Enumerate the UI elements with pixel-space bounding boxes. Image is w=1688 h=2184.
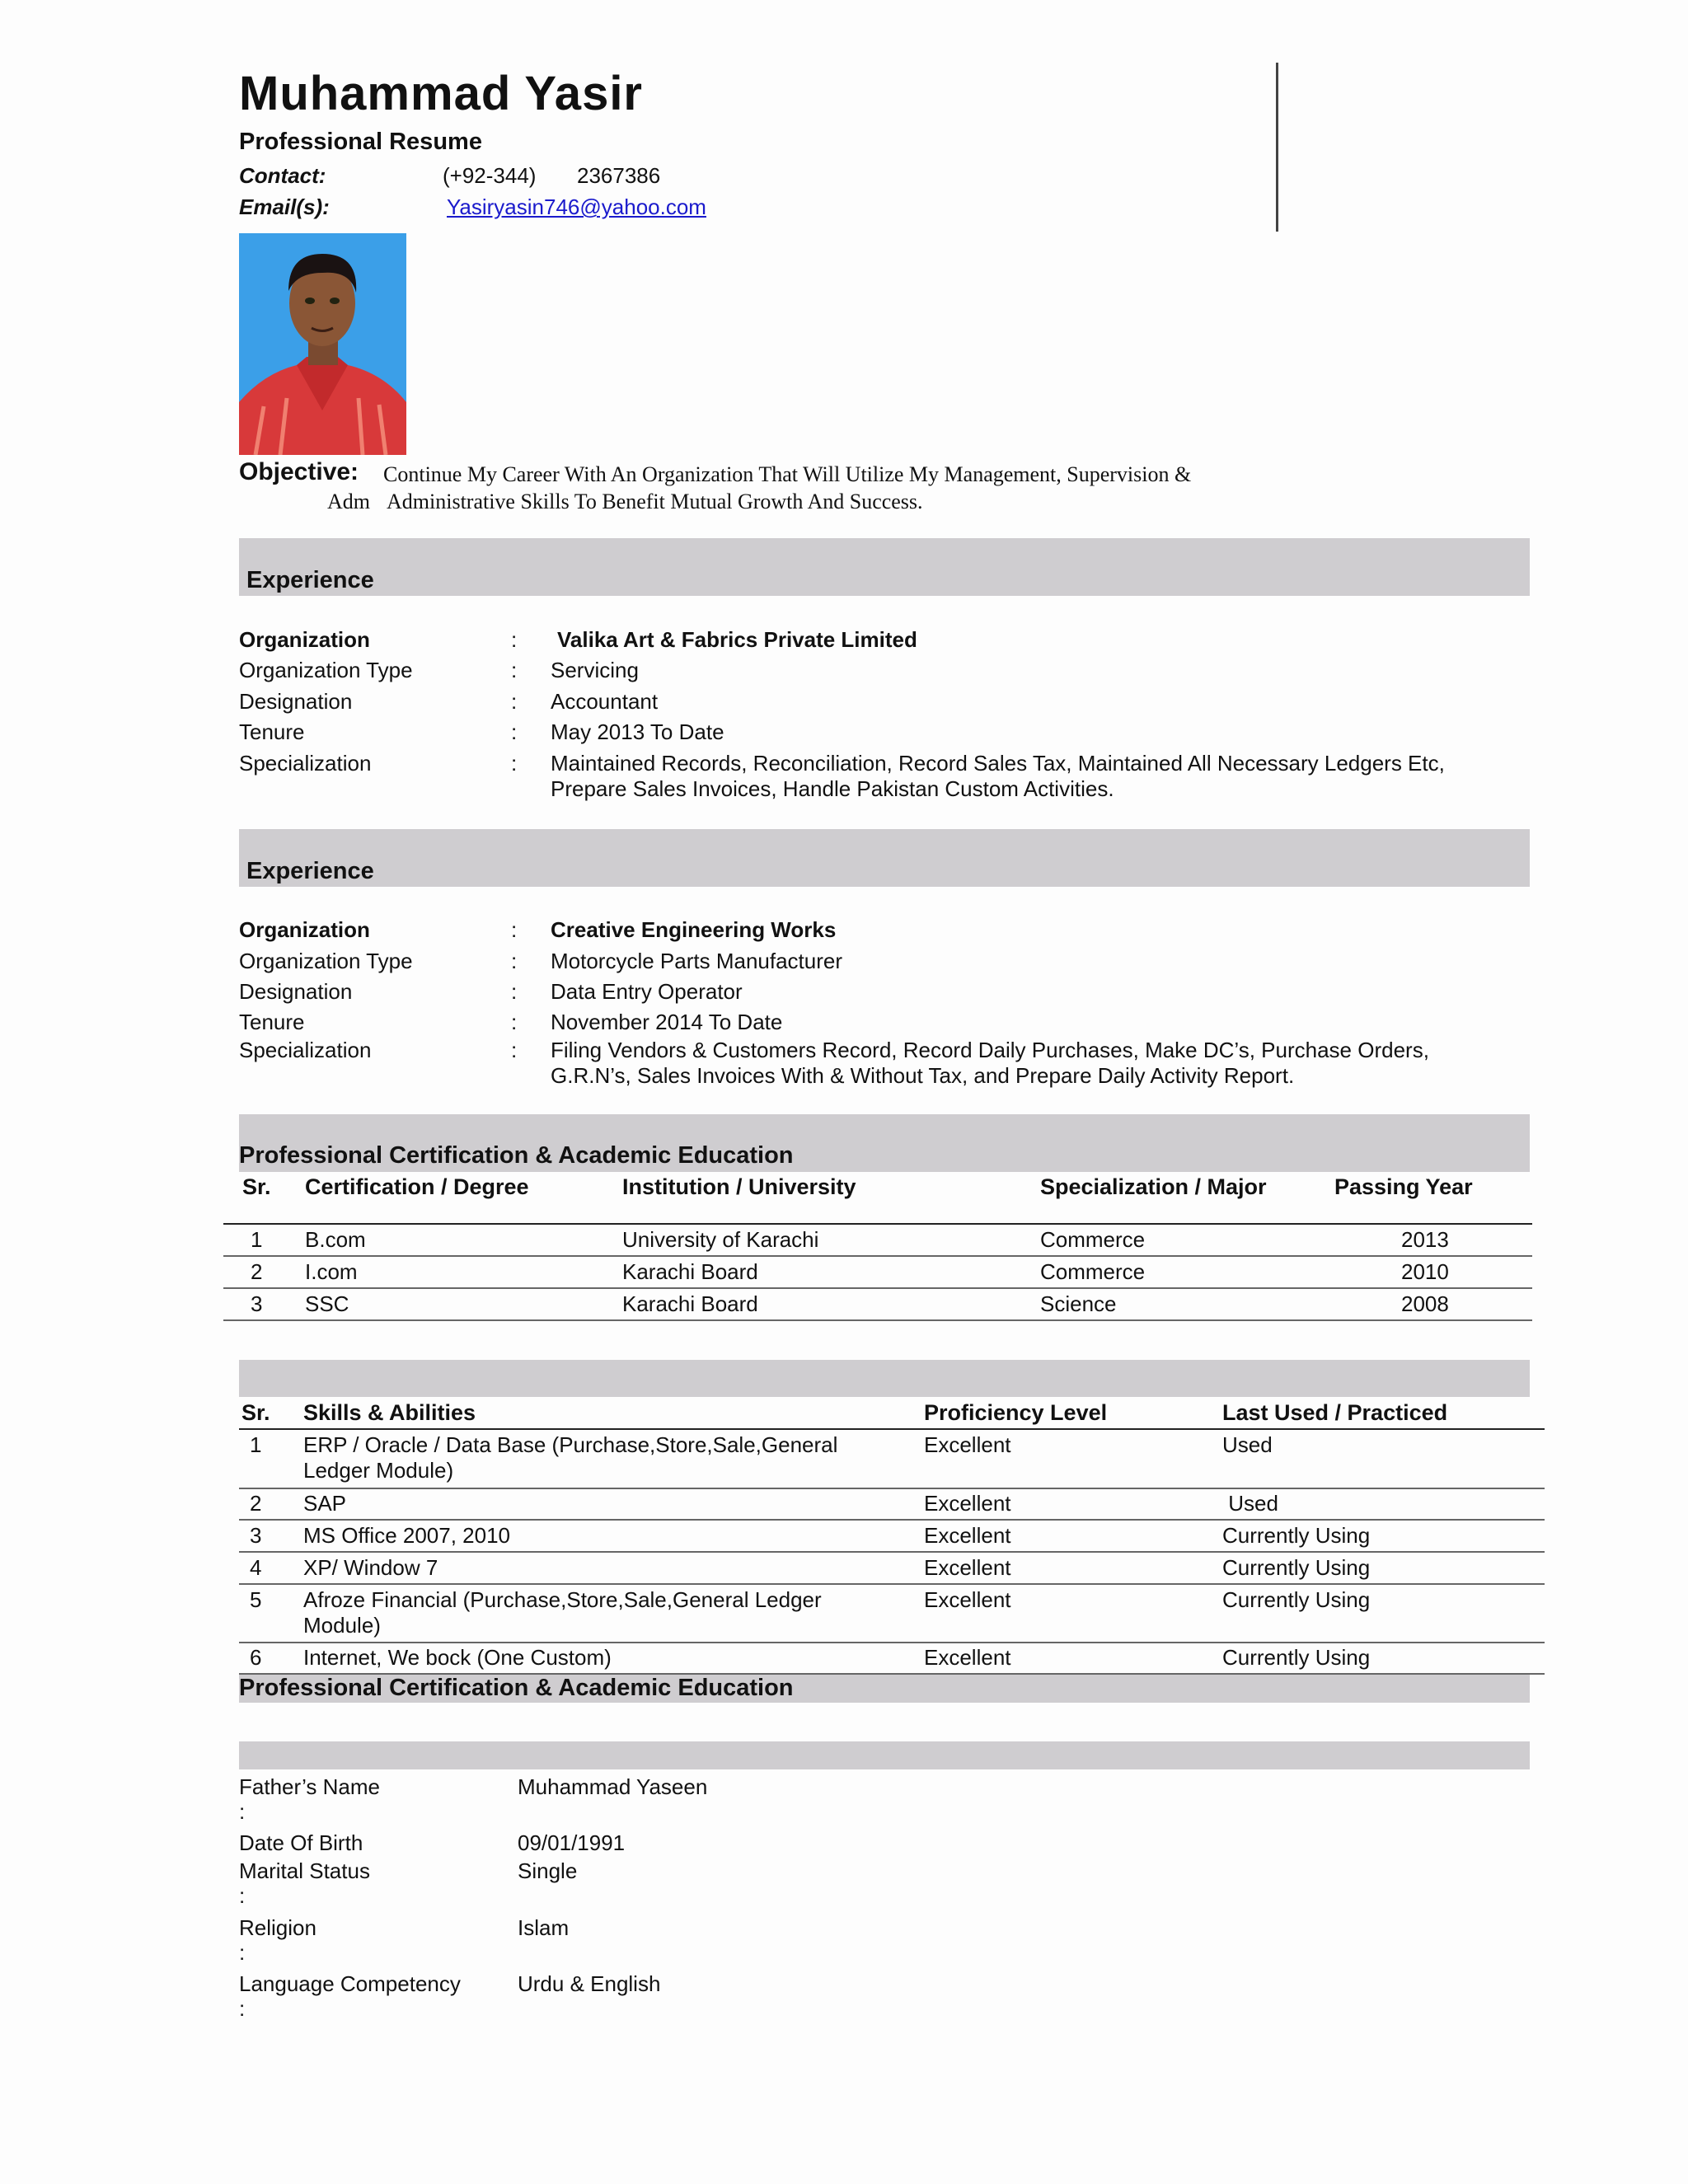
exp2-tenure: November 2014 To Date [551, 1010, 783, 1034]
header-divider [1276, 63, 1278, 232]
education-section-header [239, 1114, 1530, 1172]
field-label: Organization Type [239, 949, 413, 973]
col-header: Sr. [242, 1174, 271, 1199]
personal-label: Marital Status [239, 1858, 370, 1883]
col-header: Passing Year [1334, 1174, 1473, 1199]
exp1-organization: Valika Art & Fabrics Private Limited [557, 627, 917, 652]
edu-sr: 3 [251, 1291, 263, 1316]
objective-line-1: Continue My Career With An Organization That Will Utilize My Management, Supervision & [383, 462, 1192, 486]
skill-name-cont: Module) [303, 1613, 381, 1638]
personal-row [239, 1971, 981, 2024]
experience-section-header [239, 829, 1530, 887]
skill-sr: 6 [250, 1645, 262, 1670]
exp2-designation: Data Entry Operator [551, 979, 743, 1004]
colon: : [511, 658, 518, 682]
contact-label: Contact: [239, 163, 326, 188]
colon: : [239, 1799, 246, 1824]
exp2-type: Motorcycle Parts Manufacturer [551, 949, 843, 973]
table-row [223, 1227, 1532, 1257]
experience-section-header [239, 538, 1530, 596]
field-label: Specialization [239, 751, 372, 776]
skill-name: Afroze Financial (Purchase,Store,Sale,General Ledger [303, 1587, 822, 1612]
exp1-spec-line-1: Maintained Records, Reconciliation, Record Sales Tax, Maintained All Necessary Ledgers Etc, [551, 751, 1445, 776]
skills-footer-band [239, 1675, 1530, 1703]
skill-level: Excellent [924, 1555, 1011, 1580]
table-row [223, 1259, 1532, 1289]
col-header: Skills & Abilities [303, 1400, 476, 1425]
colon: : [511, 751, 518, 776]
contact-number: 2367386 [577, 163, 661, 188]
skill-sr: 1 [250, 1432, 262, 1457]
personal-label: Religion [239, 1915, 316, 1940]
personal-value: Muhammad Yaseen [518, 1774, 708, 1799]
col-header: Institution / University [622, 1174, 856, 1199]
profile-photo [239, 233, 406, 455]
table-row [239, 1491, 1545, 1519]
exp2-spec-line-1: Filing Vendors & Customers Record, Record Daily Purchases, Make DC’s, Purchase Orders, [551, 1038, 1429, 1062]
colon: : [239, 1940, 246, 1965]
col-header: Proficiency Level [924, 1400, 1108, 1425]
objective-label: Objective: [239, 458, 359, 485]
table-rule [239, 1642, 1545, 1643]
exp1-designation: Accountant [551, 689, 659, 714]
resume-subtitle: Professional Resume [239, 129, 482, 155]
skill-used: Currently Using [1222, 1645, 1371, 1670]
skill-name: SAP [303, 1491, 347, 1516]
colon: : [239, 1996, 246, 2021]
field-label: Organization [239, 917, 370, 942]
table-rule [223, 1223, 1532, 1225]
edu-year: 2013 [1401, 1227, 1449, 1252]
edu-year: 2010 [1401, 1259, 1449, 1284]
field-label: Specialization [239, 1038, 372, 1062]
colon: : [511, 627, 518, 652]
exp1-type: Servicing [551, 658, 639, 682]
table-rule [223, 1287, 1532, 1289]
col-header: Certification / Degree [305, 1174, 529, 1199]
skill-name: Internet, We bock (One Custom) [303, 1645, 612, 1670]
edu-institution: University of Karachi [622, 1227, 819, 1252]
personal-label: Date Of Birth [239, 1830, 363, 1855]
edu-major: Science [1040, 1291, 1117, 1316]
col-header: Sr. [241, 1400, 270, 1425]
personal-value: Islam [518, 1915, 570, 1940]
skill-sr: 4 [250, 1555, 262, 1580]
table-row [239, 1555, 1545, 1583]
personal-label: Language Competency [239, 1971, 461, 1996]
skill-level: Excellent [924, 1523, 1011, 1548]
table-rule [223, 1319, 1532, 1321]
colon: : [511, 917, 518, 942]
field-label: Designation [239, 689, 353, 714]
colon: : [511, 949, 518, 973]
table-rule [239, 1428, 1545, 1430]
candidate-name: Muhammad Yasir [239, 67, 644, 120]
skill-used: Used [1222, 1432, 1273, 1457]
experience-title: Experience [246, 567, 374, 593]
experience-title: Experience [246, 858, 374, 884]
email-link[interactable]: Yasiryasin746@yahoo.com [447, 194, 706, 219]
table-rule [239, 1583, 1545, 1585]
skill-used: Currently Using [1222, 1555, 1371, 1580]
skill-level: Excellent [924, 1491, 1011, 1516]
skill-level: Excellent [924, 1645, 1011, 1670]
personal-label: Father’s Name [239, 1774, 380, 1799]
skill-sr: 3 [250, 1523, 262, 1548]
table-rule [239, 1488, 1545, 1489]
education-title: Professional Certification & Academic Education [239, 1142, 794, 1169]
table-row [239, 1432, 1545, 1487]
personal-section-header [239, 1741, 1530, 1769]
skill-sr: 5 [250, 1587, 262, 1612]
edu-degree: I.com [305, 1259, 358, 1284]
exp2-spec-line-2: G.R.N’s, Sales Invoices With & Without Tax, and Prepare Daily Activity Report. [551, 1063, 1295, 1088]
personal-row [239, 1858, 981, 1911]
table-rule [239, 1519, 1545, 1521]
skills-section-header [239, 1360, 1530, 1397]
exp1-tenure: May 2013 To Date [551, 719, 724, 744]
skill-used: Used [1222, 1491, 1278, 1516]
skill-level: Excellent [924, 1587, 1011, 1612]
col-header: Last Used / Practiced [1222, 1400, 1448, 1425]
colon: : [239, 1883, 246, 1908]
colon: : [511, 719, 518, 744]
skill-used: Currently Using [1222, 1587, 1371, 1612]
exp1-spec-line-2: Prepare Sales Invoices, Handle Pakistan Custom Activities. [551, 776, 1114, 801]
contact-code: (+92-344) [443, 163, 537, 188]
skills-table-header [239, 1400, 1545, 1428]
email-label: Email(s): [239, 194, 330, 219]
skill-sr: 2 [250, 1491, 262, 1516]
table-row [239, 1645, 1545, 1673]
colon: : [511, 1038, 518, 1062]
objective-prefix: Adm [327, 490, 370, 513]
colon: : [511, 1010, 518, 1034]
skill-name: XP/ Window 7 [303, 1555, 438, 1580]
personal-row [239, 1915, 981, 1968]
objective-line-2: Administrative Skills To Benefit Mutual Growth And Success. [387, 490, 923, 513]
edu-sr: 2 [251, 1259, 263, 1284]
colon: : [511, 979, 518, 1004]
personal-row [239, 1830, 981, 1858]
table-rule [223, 1255, 1532, 1257]
col-header: Specialization / Major [1040, 1174, 1267, 1199]
exp2-organization: Creative Engineering Works [551, 917, 837, 942]
table-row [239, 1587, 1545, 1642]
skills-footer-title: Professional Certification & Academic Education [239, 1675, 794, 1701]
table-rule [239, 1551, 1545, 1553]
edu-degree: B.com [305, 1227, 366, 1252]
personal-value: 09/01/1991 [518, 1830, 626, 1855]
personal-value: Single [518, 1858, 578, 1883]
field-label: Tenure [239, 1010, 305, 1034]
personal-row [239, 1774, 981, 1827]
field-label: Organization [239, 627, 370, 652]
field-label: Organization Type [239, 658, 413, 682]
table-row [239, 1523, 1545, 1551]
edu-degree: SSC [305, 1291, 349, 1316]
edu-sr: 1 [251, 1227, 263, 1252]
education-table-header [223, 1172, 1532, 1210]
field-label: Tenure [239, 719, 305, 744]
table-row [223, 1291, 1532, 1321]
skill-name: ERP / Oracle / Data Base (Purchase,Store,Sale,General [303, 1432, 838, 1457]
field-label: Designation [239, 979, 353, 1004]
skill-name-cont: Ledger Module) [303, 1458, 454, 1483]
edu-major: Commerce [1040, 1227, 1146, 1252]
edu-major: Commerce [1040, 1259, 1146, 1284]
skill-used: Currently Using [1222, 1523, 1371, 1548]
skill-level: Excellent [924, 1432, 1011, 1457]
edu-year: 2008 [1401, 1291, 1449, 1316]
edu-institution: Karachi Board [622, 1259, 758, 1284]
skill-name: MS Office 2007, 2010 [303, 1523, 511, 1548]
edu-institution: Karachi Board [622, 1291, 758, 1316]
personal-value: Urdu & English [518, 1971, 661, 1996]
colon: : [511, 689, 518, 714]
